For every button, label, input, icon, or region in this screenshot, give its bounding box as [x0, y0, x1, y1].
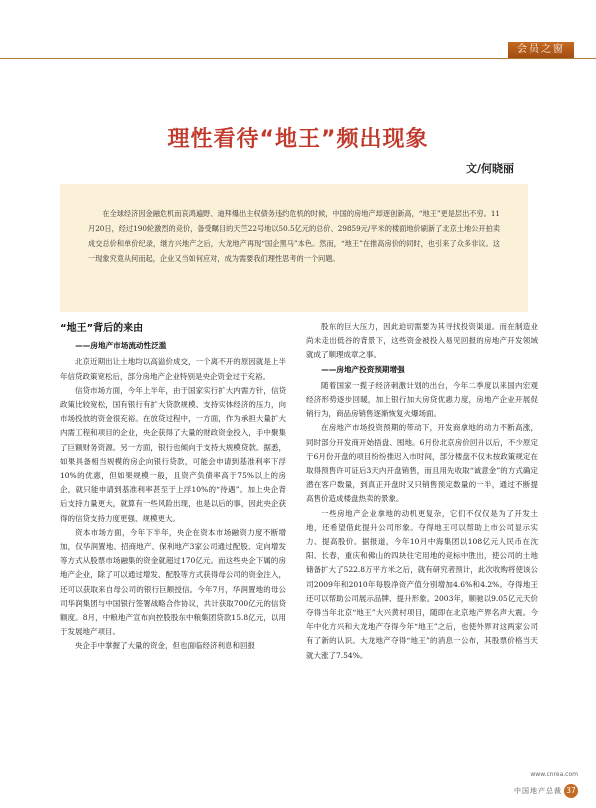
page-number: 37: [564, 784, 578, 798]
footer-url: www.cnrea.com: [530, 771, 578, 778]
section-subheading: ——房地产市场流动性泛滥: [75, 341, 167, 351]
article-author: 文/何晓丽: [465, 162, 514, 175]
article-title: 理性看待“地王”频出现象: [167, 127, 429, 152]
section-heading: “地王”背后的来由: [60, 323, 144, 334]
magazine-name: 中国地产总裁: [514, 787, 562, 795]
paragraph: 一些房地产企业拿地的动机更复杂，它们不仅仅是为了开发土地，还希望借此提升公司形象。夺得地王可以帮助上市公司显示实力、提高股价。据报道，今年10月中海集团以108亿元人民币在沈阳、长春，重庆和佛山的四块住宅用地的竞标中胜出，使公司的土地储备扩大了522.8万平方米之后，就有研究者预计，此次收购将使该公司2009年和2010年每股净资产值分别增加4.6%和4.2%。夺得地王还可以帮助公司展示品牌、提升形象。2003年，顺驰以9.05亿元天价夺得当年北京“地王”大兴黄村项目，随即在北京地产界名声大震。今年中化方兴和大龙地产夺得今年“地王”之后，也使外界对这两家公司有了新的认识。大龙地产夺得“地王”的消息一公布，其股票价格当天就大涨了7.54%。: [306, 508, 538, 660]
paragraph: 北京近期出让土地均以高溢价成交，一个离不开的原因就是上半年信贷政策宽松后，部分房地产企业特别是央企资金过于充裕。: [60, 357, 286, 381]
article-abstract: 在全球经济因金融危机而哀鸿遍野、迪拜爆出主权债务违约危机的时候，中国的房地产却逐创新高，“地王”更是层出不穷。11月20日，经过190轮激烈的竞价，备受瞩目的天竺22号地以50.5亿元的总价、29859元/平米的楼面地价刷新了北京土地公开拍卖成交总价和单价纪录，继方兴地产之后，大龙地产再现“国企黑马”本色。然而，“地王”在推高房价的同时，也引来了众多非议。这一现象究竟从何而起，企业又当如何应对，成为需要我们理性思考的一个问题。: [60, 184, 528, 312]
paragraph: 资本市场方面，今年下半年，央企在资本市场融资力度不断增加，仅华润置地、招商地产、保利地产3家公司通过配股、定向增发等方式从股票市场融集的资金就超过170亿元。而这些央企下属的房地产企业，除了可以通过增发、配股等方式获得母公司的资金注入，还可以获取来自母公司的银行巨额授信。今年7月，华润置地的母公司华润集团与中国银行签署战略合作协议，共计获取700亿元的信贷额度。8月，中粮地产宣布向控股股东中粮集团贷款15.8亿元，以用于发展地产项目。: [60, 527, 286, 637]
section-tab: 会员之窗: [508, 42, 574, 58]
paragraph: 随着国家一揽子经济刺激计划的出台，今年二季度以来国内宏观经济形势逐步回暖，加上银行加大房贷优惠力度，房地产企业开展促销行为，商品房销售逐渐恢复火爆场面。: [306, 380, 538, 419]
paragraph: 信贷市场方面，今年上半年，由于国家实行扩大内需方针，信贷政策比较宽松，国有银行有扩大贷款规模、支持实体经济的压力，向市场投放的资金很充裕。在放贷过程中，一方面，作为承担大量扩大内需工程和项目的企业，央企获得了大量的财政资金投入，手中聚集了巨额财务资源。另一方面，银行也倾向于支持大规模贷款。据悉，如果具备相当规模的房企向银行贷款，可能会申请到基准利率下浮10%的优惠，但如果规模一般，且资产负债率高于75%以上的房企，就只能申请到基准利率甚至于上浮10%的“待遇”。加上央企背后支持力量更大，就算有一些风险出现，也是以后的事，因此央企获得的信贷支持力度更强、规模更大。: [60, 385, 286, 523]
left-column: [60, 320, 286, 654]
paragraph: 央企手中掌握了大量的资金，但也面临经济利息和回报: [75, 641, 255, 651]
paragraph: 股东的巨大压力，因此迫切需要为其寻找投资渠道。而在制造业尚未走出低谷的背景下，这些资金被投入易见回报的房地产开发领域就成了顺理成章之事。: [306, 322, 538, 360]
page-footer: [514, 771, 578, 798]
right-column: [306, 320, 538, 663]
paragraph: 在房地产市场投资预期的带动下，开发商拿地的动力不断高涨，同时部分开发商开始捂盘、囤地。6月份北京房价回升以后，不少原定于6月份开盘的项目纷纷推迟入市时间，部分楼盘不仅未按政策规定在取得预售许可证后3天内开盘销售，而且用先收取“诚意金”的方式确定潜在客户数量，到真正开盘时又只销售预定数量的一半，通过不断提高售价造成楼盘热卖的景象。: [306, 423, 538, 504]
header-rule: [0, 58, 596, 59]
section-subheading: ——房地产投资预期增强: [321, 364, 405, 374]
